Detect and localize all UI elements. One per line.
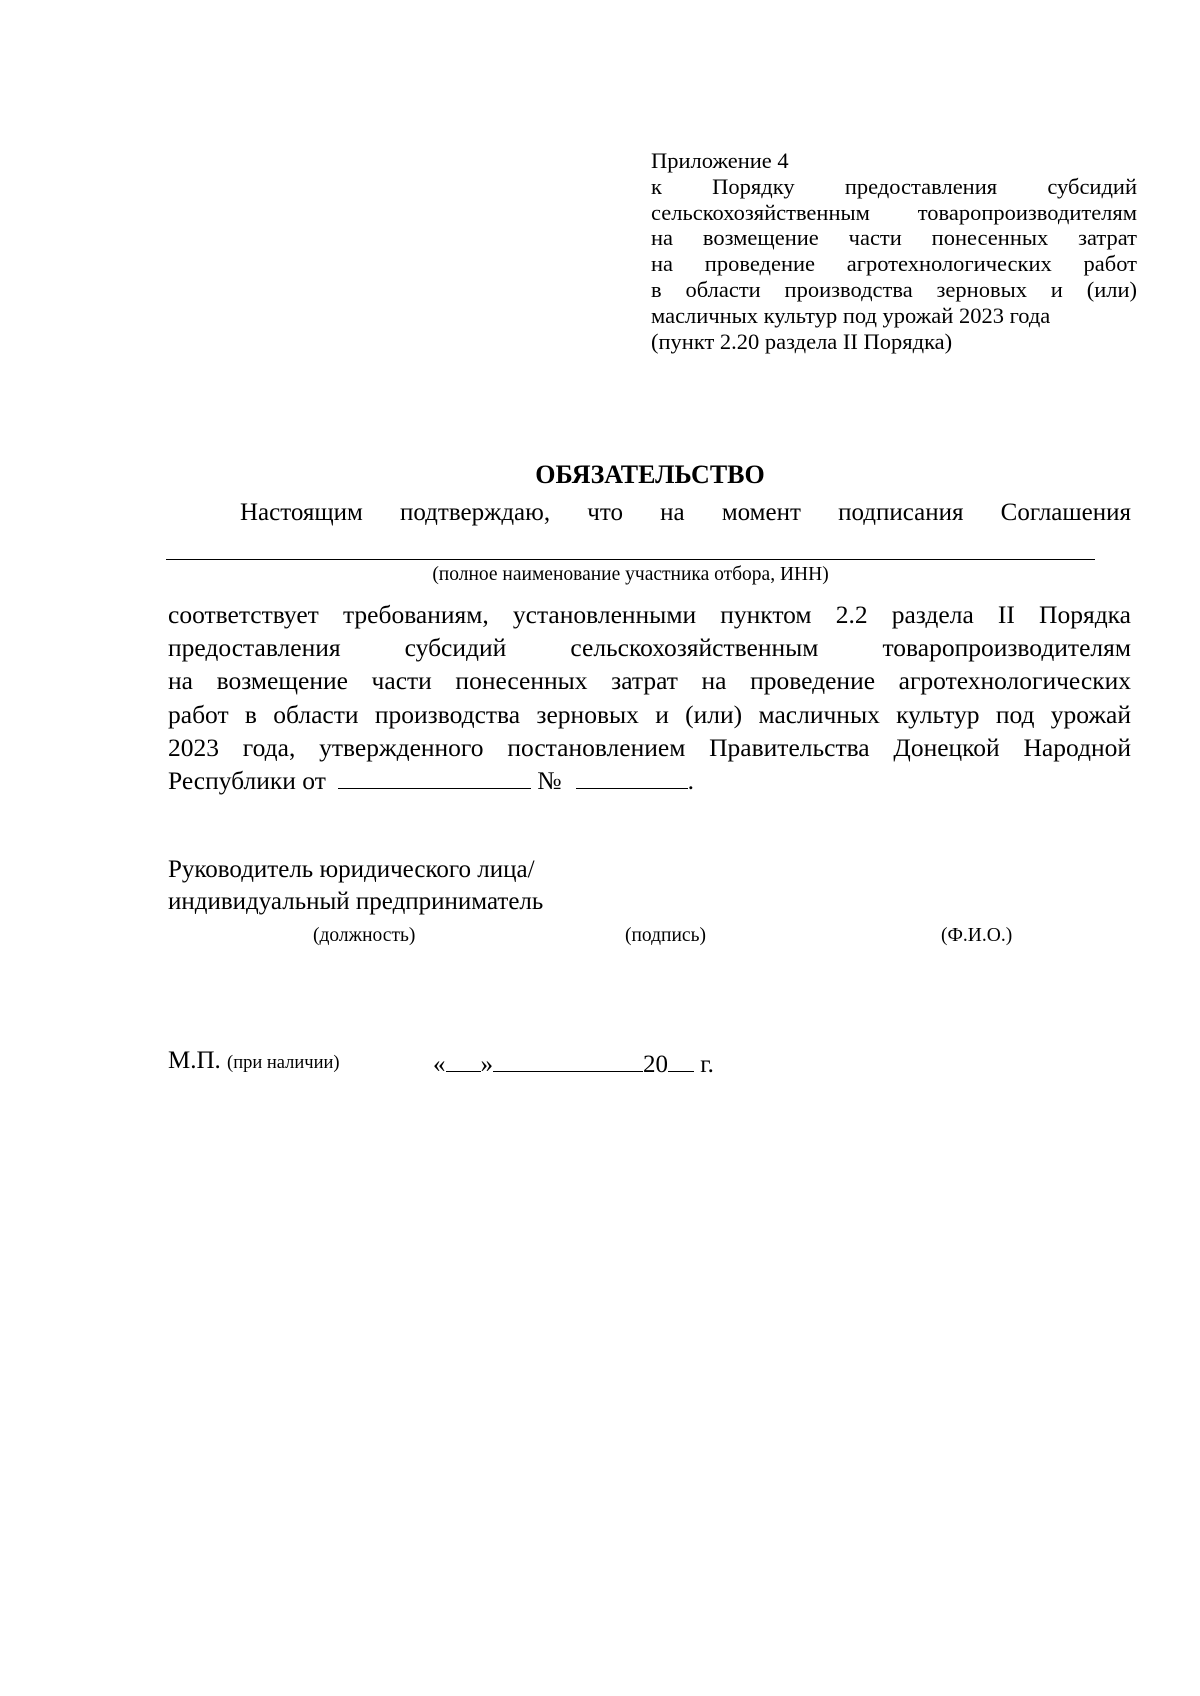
stamp-placeholder <box>168 1047 340 1075</box>
date-month-blank[interactable] <box>493 1047 643 1072</box>
participant-name-caption: (полное наименование участника отбора, ИНН) <box>432 564 829 585</box>
resolution-date-blank[interactable] <box>338 764 531 789</box>
stamp-label: М.П. <box>168 1047 221 1074</box>
participant-name-blank-line[interactable] <box>166 559 1095 560</box>
annex-line: Приложение 4 <box>651 148 789 173</box>
annex-line: на проведение агротехнологических работ <box>651 251 1137 277</box>
body-line: работ в области производства зерновых и (или) масличных культур под урожай <box>168 699 1131 729</box>
date-year-suffix: г. <box>700 1051 714 1078</box>
annex-line: сельскохозяйственным товаропроизводителям <box>651 199 1137 225</box>
annex-line: (пункт 2.20 раздела II Порядка) <box>651 328 953 354</box>
annex-line: к Порядку предоставления субсидий <box>651 173 1137 199</box>
republic-text: Республики от <box>168 766 326 796</box>
date-year-prefix: 20 <box>643 1051 668 1078</box>
resolution-number-blank[interactable] <box>576 764 688 789</box>
sentence-end-period: . <box>687 766 694 796</box>
date-field <box>433 1047 714 1079</box>
signature-caption: (подпись) <box>625 925 706 946</box>
annex-line: масличных культур под урожай 2023 года <box>651 302 1051 328</box>
body-line: соответствует требованиям, установленными пунктом 2.2 раздела II Порядка <box>168 600 1131 629</box>
full-name-caption: (Ф.И.О.) <box>941 925 1013 946</box>
body-line-last <box>168 764 1131 797</box>
signatory-line: индивидуальный предприниматель <box>168 888 544 915</box>
annex-line: в области производства зерновых и (или) <box>651 276 1137 302</box>
date-day-blank[interactable] <box>446 1047 481 1072</box>
date-close-quote: » <box>480 1051 493 1078</box>
position-caption: (должность) <box>313 925 416 946</box>
date-year-blank[interactable] <box>668 1047 694 1072</box>
date-open-quote: « <box>433 1051 446 1078</box>
annex-line: на возмещение части понесенных затрат <box>651 225 1137 251</box>
signatory-block <box>168 854 768 918</box>
number-sign: № <box>537 766 562 796</box>
body-line: 2023 года, утвержденного постановлением Правительства Донецкой Народной <box>168 732 1131 762</box>
body-line: на возмещение части понесенных затрат на проведение агротехнологических <box>168 666 1131 696</box>
obligation-body <box>168 598 1131 797</box>
body-line: предоставления субсидий сельскохозяйственным товаропроизводителям <box>168 633 1131 663</box>
signatory-line: Руководитель юридического лица/ <box>168 856 535 883</box>
document-title: ОБЯЗАТЕЛЬСТВО <box>535 460 765 489</box>
annex-reference <box>651 148 1137 354</box>
intro-sentence: Настоящим подтверждаю, что на момент подписания Соглашения <box>240 499 1131 526</box>
stamp-note: (при наличии) <box>227 1053 340 1073</box>
